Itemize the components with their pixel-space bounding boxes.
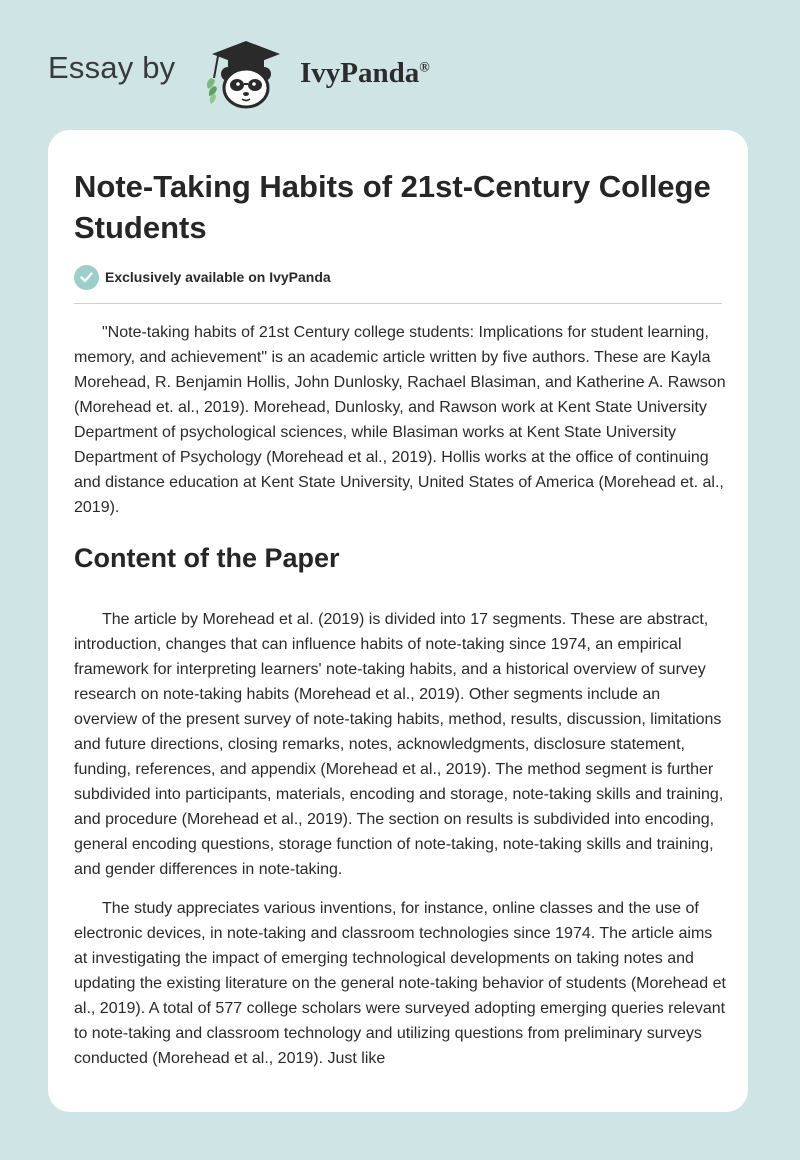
divider (74, 303, 722, 304)
section-paragraph: The study appreciates various inventions, for instance, online classes and the use of electronic devices, in note-taking and classroom technologies since 1974. The article aims at investigating the impact of emerging technological developments on taking notes and updating the existing literature on the general note-taking behavior of students (Morehead et al., 2019). A total of 577 college scholars were surveyed adopting emerging queries relevant to note-taking and classroom technology and utilizing questions from preliminary surveys conducted (Morehead et al., 2019). Just like (74, 900, 726, 1067)
panda-logo-icon[interactable] (198, 38, 294, 110)
article-card (48, 130, 748, 1112)
brand-name[interactable] (300, 57, 430, 90)
check-icon (74, 265, 99, 290)
intro-paragraph: "Note-taking habits of 21st Century college students: Implications for student learning, memory, and achievement" is an academic article written by five authors. These are Kayla Morehead, R. Benjamin Hollis, John Dunlosky, Rachael Blasiman, and Katherine A. Rawson (Morehead et. al., 2019). Morehead, Dunlosky, and Rawson work at Kent State University Department of psychological sciences, while Blasiman works at Kent State University Department of Psychology (Morehead et al., 2019). Hollis works at the office of continuing and distance education at Kent State University, United States of America (Morehead et. al., 2019). (74, 324, 726, 516)
section-heading: Content of the Paper (74, 543, 340, 573)
article-title: Note-Taking Habits of 21st-Century College Students (74, 169, 711, 245)
site-header (0, 0, 800, 130)
exclusive-badge (74, 264, 331, 290)
brand-name-text: IvyPanda (300, 57, 420, 89)
section-paragraph: The article by Morehead et al. (2019) is divided into 17 segments. These are abstract, introduction, changes that can influence habits of note-taking since 1974, an empirical framework for interpreting learners' note-taking habits, and a historical overview of survey research on note-taking habits (Morehead et al., 2019). Other segments include an overview of the present survey of note-taking habits, method, results, discussion, limitations and future directions, closing remarks, notes, acknowledgments, disclosure statement, funding, references, and appendix (Morehead et al., 2019). The method segment is further subdivided into participants, materials, encoding and storage, note-taking skills and training, and procedure (Morehead et al., 2019). The section on results is subdivided into encoding, general encoding questions, storage function of note-taking, note-taking skills and training, and gender differences in note-taking. (74, 611, 724, 878)
badge-label: Exclusively available on IvyPanda (105, 269, 331, 285)
article-body (74, 320, 726, 1085)
registered-mark: ® (419, 60, 430, 76)
essay-by-label: Essay by (48, 50, 176, 85)
